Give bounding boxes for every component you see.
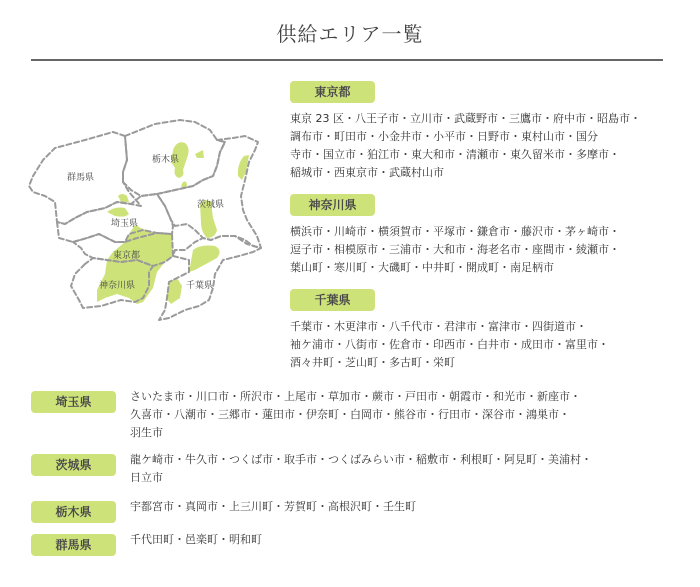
cities-line: 横浜市・川崎市・横須賀市・平塚市・鎌倉市・藤沢市・茅ヶ崎市・ bbox=[290, 225, 620, 238]
map-label-gunma: 群馬県 bbox=[67, 173, 95, 183]
area-section-tochigi bbox=[31, 498, 681, 523]
map-label-chiba: 千葉県 bbox=[186, 281, 214, 291]
map-label-tochigi: 栃木県 bbox=[152, 155, 180, 165]
area-badge-kanagawa: 神奈川県 bbox=[290, 194, 375, 216]
cities-line: 千代田町・邑楽町・明和町 bbox=[130, 533, 262, 546]
cities-line: 逗子市・相模原市・三浦市・大和市・海老名市・座間市・綾瀬市・ bbox=[290, 243, 620, 256]
area-cities-ibaraki bbox=[130, 451, 681, 487]
area-section-gunma bbox=[31, 531, 681, 556]
area-cities-tochigi bbox=[130, 498, 681, 516]
map-label-kanagawa: 神奈川県 bbox=[99, 281, 136, 291]
area-cities-tokyo bbox=[290, 110, 685, 182]
cities-line: 寺市・国立市・狛江市・東大和市・清瀬市・東久留米市・多摩市・ bbox=[290, 148, 620, 161]
cities-line: 酒々井町・芝山町・多古町・栄町 bbox=[290, 356, 455, 369]
map-label-ibaraki: 茨城県 bbox=[197, 200, 225, 210]
area-cities-kanagawa bbox=[290, 223, 685, 277]
cities-line: 日立市 bbox=[130, 471, 163, 484]
area-badge-tokyo: 東京都 bbox=[290, 81, 375, 103]
area-section-tokyo bbox=[290, 81, 685, 182]
cities-line: 葉山町・寒川町・大磯町・中井町・開成町・南足柄市 bbox=[290, 261, 554, 274]
cities-line: 千葉市・木更津市・八千代市・君津市・富津市・四街道市・ bbox=[290, 320, 587, 333]
area-section-saitama bbox=[31, 388, 681, 442]
cities-line: 羽生市 bbox=[130, 426, 163, 439]
area-badge-saitama: 埼玉県 bbox=[31, 391, 116, 413]
kanto-map-graphic bbox=[25, 110, 275, 340]
area-badge-ibaraki: 茨城県 bbox=[31, 454, 116, 476]
area-badge-chiba: 千葉県 bbox=[290, 289, 375, 311]
area-section-kanagawa bbox=[290, 194, 685, 277]
cities-line: 宇都宮市・真岡市・上三川町・芳賀町・高根沢町・壬生町 bbox=[130, 500, 416, 513]
map-label-tokyo: 東京都 bbox=[113, 251, 141, 261]
area-section-chiba bbox=[290, 289, 685, 372]
area-badge-gunma: 群馬県 bbox=[31, 534, 116, 556]
cities-line: 調布市・町田市・小金井市・小平市・日野市・東村山市・国分 bbox=[290, 130, 598, 143]
area-cities-saitama bbox=[130, 388, 681, 442]
supply-area-map bbox=[25, 110, 275, 340]
cities-line: 東京 23 区・八王子市・立川市・武蔵野市・三鷹市・府中市・昭島市・ bbox=[290, 112, 641, 125]
cities-line: 稲城市・西東京市・武蔵村山市 bbox=[290, 166, 444, 179]
area-cities-chiba bbox=[290, 318, 685, 372]
cities-line: 久喜市・八潮市・三郷市・蓮田市・伊奈町・白岡市・熊谷市・行田市・深谷市・鴻巣市・ bbox=[130, 408, 570, 421]
area-cities-gunma bbox=[130, 531, 681, 549]
title-divider bbox=[31, 59, 663, 61]
cities-line: さいたま市・川口市・所沢市・上尾市・草加市・蕨市・戸田市・朝霞市・和光市・新座市・ bbox=[130, 390, 581, 403]
map-label-saitama: 埼玉県 bbox=[111, 219, 139, 229]
cities-line: 龍ケ崎市・牛久市・つくば市・取手市・つくばみらい市・稲敷市・利根町・阿見町・美浦村・ bbox=[130, 453, 592, 466]
cities-line: 袖ケ浦市・八街市・佐倉市・印西市・白井市・成田市・富里市・ bbox=[290, 338, 609, 351]
area-section-ibaraki bbox=[31, 451, 681, 487]
page-title: 供給エリア一覧 bbox=[276, 22, 424, 46]
area-badge-tochigi: 栃木県 bbox=[31, 501, 116, 523]
